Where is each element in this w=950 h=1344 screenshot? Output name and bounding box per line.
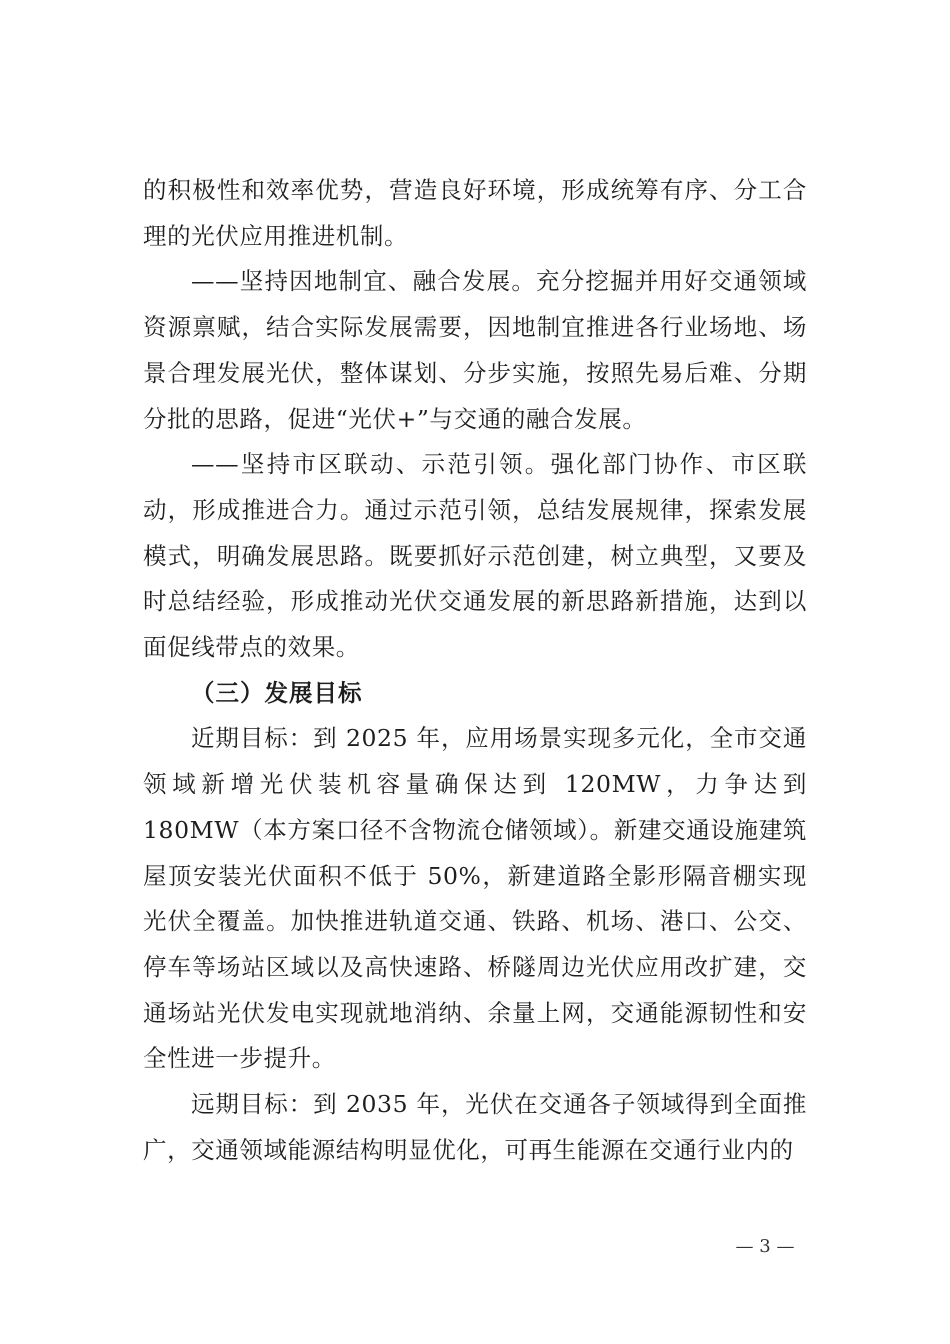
paragraph-near-term-goal: 近期目标：到 2025 年，应用场景实现多元化，全市交通领域新增光伏装机容量确保达到 120MW，力争达到 180MW（本方案口径不含物流仓储领域）。新建交通设施建筑屋顶安装光伏面积不低于 50%，新建道路全影形隔音棚实现光伏全覆盖。加快推进轨道交通、铁路、机场、港口、公交、停车等场站区域以及高快速路、桥隧周边光伏应用改扩建，交通场站光伏发电实现就地消纳、余量上网，交通能源韧性和安全性进一步提升。 xyxy=(143,724,807,1073)
paragraph-continuation: 的积极性和效率优势，营造良好环境，形成统筹有序、分工合理的光伏应用推进机制。 xyxy=(143,176,807,250)
document-body xyxy=(143,168,807,1173)
page-number: — 3 — xyxy=(735,1236,795,1257)
section-heading: （三）发展目标 xyxy=(191,678,363,707)
paragraph-integration: ——坚持因地制宜、融合发展。充分挖掘并用好交通领域资源禀赋，结合实际发展需要，因地制宜推进各行业场地、场景合理发展光伏，整体谋划、分步实施，按照先易后难、分期分批的思路，促进“光伏+”与交通的融合发展。 xyxy=(143,267,807,433)
paragraph-demonstration: ——坚持市区联动、示范引领。强化部门协作、市区联动，形成推进合力。通过示范引领，总结发展规律，探索发展模式，明确发展思路。既要抓好示范创建，树立典型，又要及时总结经验，形成推动光伏交通发展的新思路新措施，达到以面促线带点的效果。 xyxy=(143,450,807,662)
paragraph-long-term-goal: 远期目标：到 2035 年，光伏在交通各子领域得到全面推广，交通领域能源结构明显优化，可再生能源在交通行业内的 xyxy=(143,1090,807,1164)
